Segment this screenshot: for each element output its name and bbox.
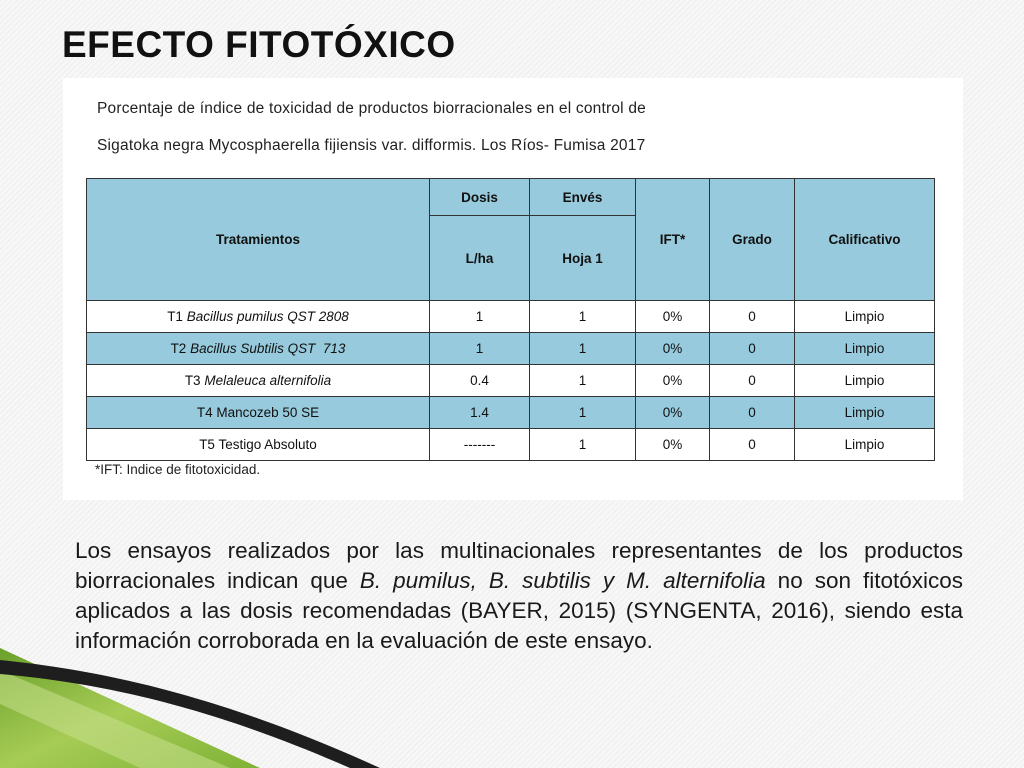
calificativo-cell: Limpio xyxy=(795,301,935,333)
table-row xyxy=(87,365,935,397)
tratamiento-cell xyxy=(87,333,430,365)
ift-cell: 0% xyxy=(636,301,710,333)
enves-cell: 1 xyxy=(530,301,636,333)
header-enves: Envés xyxy=(530,179,636,216)
species-names: B. pumilus, B. subtilis y M. alternifolia xyxy=(359,568,766,593)
body-text-part-1: Los ensayos realizados por las multinacionales representantes de los productos biorracionales indican que xyxy=(75,538,963,593)
dosis-cell: 0.4 xyxy=(430,365,530,397)
tratamiento-code: T2 xyxy=(170,341,187,356)
table-footnote: *IFT: Indice de fitotoxicidad. xyxy=(95,462,261,477)
tratamiento-cell xyxy=(87,365,430,397)
tratamiento-code: T5 xyxy=(199,437,215,452)
table-row xyxy=(87,429,935,461)
body-paragraph xyxy=(75,536,963,656)
grado-cell: 0 xyxy=(710,397,795,429)
ift-cell: 0% xyxy=(636,333,710,365)
header-grado: Grado xyxy=(710,179,795,301)
calificativo-cell: Limpio xyxy=(795,429,935,461)
figure-caption xyxy=(97,90,957,164)
grado-cell: 0 xyxy=(710,333,795,365)
ift-cell: 0% xyxy=(636,397,710,429)
table-row xyxy=(87,397,935,429)
tratamiento-product: Bacillus pumilus QST 2808 xyxy=(186,309,349,324)
table-row xyxy=(87,333,935,365)
figure-caption-line-2: Sigatoka negra Mycosphaerella fijiensis var. difformis. Los Ríos- Fumisa 2017 xyxy=(97,137,646,154)
enves-cell: 1 xyxy=(530,333,636,365)
dosis-cell: 1.4 xyxy=(430,397,530,429)
grado-cell: 0 xyxy=(710,429,795,461)
enves-cell: 1 xyxy=(530,429,636,461)
tratamiento-product: Mancozeb 50 SE xyxy=(216,405,320,420)
tratamiento-cell xyxy=(87,301,430,333)
tratamiento-cell xyxy=(87,397,430,429)
grado-cell: 0 xyxy=(710,365,795,397)
toxicity-table xyxy=(86,178,935,461)
tratamiento-product: Melaleuca alternifolia xyxy=(204,373,332,388)
dosis-cell: 1 xyxy=(430,333,530,365)
header-tratamientos: Tratamientos xyxy=(87,179,430,301)
enves-cell: 1 xyxy=(530,365,636,397)
dosis-cell: ------- xyxy=(430,429,530,461)
header-dosis: Dosis xyxy=(430,179,530,216)
tratamiento-code: T3 xyxy=(184,373,201,388)
header-dosis-unit: L/ha xyxy=(430,216,530,301)
enves-cell: 1 xyxy=(530,397,636,429)
decorative-swoosh xyxy=(0,640,1024,768)
calificativo-cell: Limpio xyxy=(795,365,935,397)
ift-cell: 0% xyxy=(636,365,710,397)
tratamiento-product: Testigo Absoluto xyxy=(218,437,317,452)
grado-cell: 0 xyxy=(710,301,795,333)
header-calificativo: Calificativo xyxy=(795,179,935,301)
figure-caption-line-1: Porcentaje de índice de toxicidad de productos biorracionales en el control de xyxy=(97,100,646,117)
table-row xyxy=(87,301,935,333)
slide-title: EFECTO FITOTÓXICO xyxy=(62,24,456,65)
tratamiento-cell xyxy=(87,429,430,461)
dosis-cell: 1 xyxy=(430,301,530,333)
calificativo-cell: Limpio xyxy=(795,397,935,429)
tratamiento-product: Bacillus Subtilis QST 713 xyxy=(190,341,346,356)
ift-cell: 0% xyxy=(636,429,710,461)
calificativo-cell: Limpio xyxy=(795,333,935,365)
tratamiento-code: T4 xyxy=(196,405,213,420)
header-ift: IFT* xyxy=(636,179,710,301)
header-enves-sub: Hoja 1 xyxy=(530,216,636,301)
table-figure xyxy=(63,78,963,500)
tratamiento-code: T1 xyxy=(167,309,183,324)
body-text-part-2: no son fitotóxicos aplicados a las dosis recomendadas (BAYER, 2015) (SYNGENTA, 2016), siendo esta información corroborada en la evaluación de este ensayo. xyxy=(75,568,963,653)
